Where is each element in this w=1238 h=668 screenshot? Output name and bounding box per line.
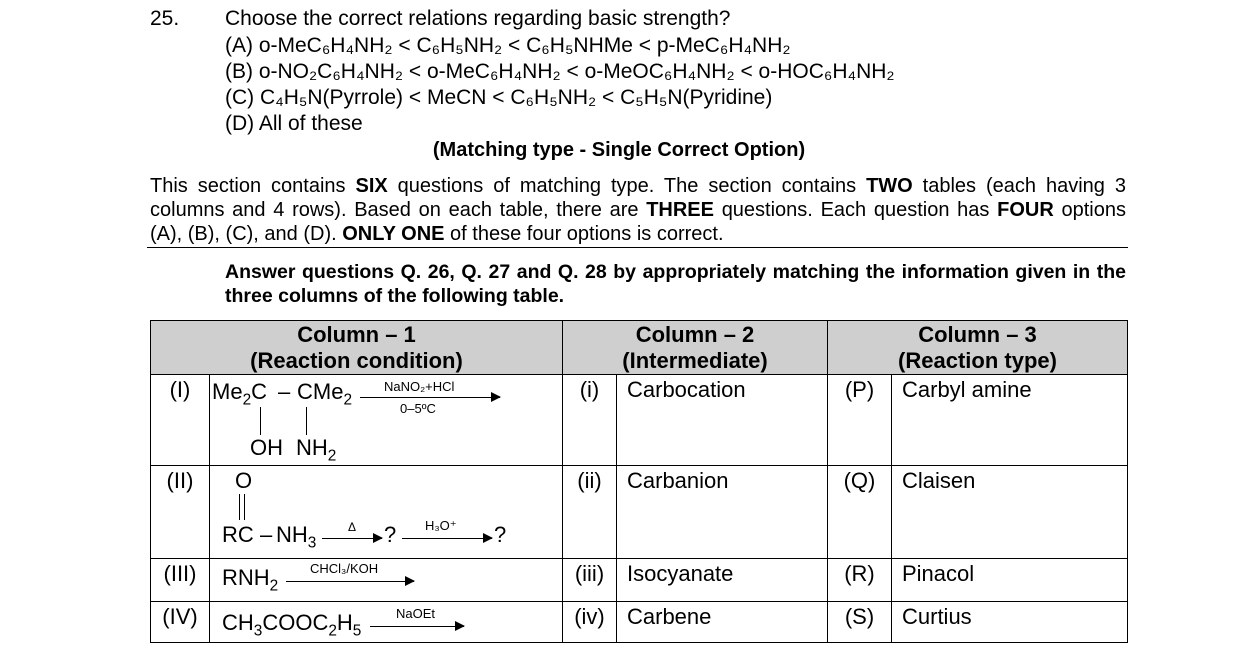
row-label: (iii) [563,559,617,602]
reaction-condition-1 [210,375,563,466]
unknown-product: ? [494,522,507,547]
reagent-above: NaOEt [396,606,436,621]
intermediate-value: Carbanion [617,466,828,559]
intermediate-value: Carbocation [617,375,828,466]
reactant: $RNH_2$ [222,565,279,595]
option-a: (A) o-MeC₆H₄NH₂ < C₆H₅NH₂ < C₆H₅NHMe < p-MeC₆H₄NH₂ [225,34,791,57]
table-row [151,375,1128,466]
intermediate-value: Isocyanate [617,559,828,602]
reaction-type-value: Carbyl amine [892,375,1128,466]
amine-group: $NH_2$ [296,435,337,465]
option-c: (C) C₄H₅N(Pyrrole) < MeCN < C₆H₅NH₂ < C₅H₅N(Pyridine) [225,86,773,109]
row-label: (P) [828,375,892,466]
reaction-condition-4 [210,602,563,643]
reaction-arrow [370,626,464,627]
reaction-arrow [402,538,492,539]
condition-below: 0–5ºC [400,401,436,416]
option-b: (B) o-NO₂C₆H₄NH₂ < o-MeC₆H₄NH₂ < o-MeOC₆H₄NH₂ < o-HOC₆H₄NH₂ [225,60,895,83]
reaction-type-value: Pinacol [892,559,1128,602]
row-label: (III) [151,559,210,602]
table-header-row [151,321,1128,375]
section-description: This section contains SIX questions of matching type. The section contains TWO tables (each having 3 columns and 4 rows). Based on each table, there are THREE questions. Each question has FOUR options (A), (B), (C), and (D). ONLY ONE of these four options is correct. [150,175,1126,245]
table-row [151,602,1128,643]
reactant-left: $Me_2C$ [212,379,268,409]
reactant-right: CMe$_2$ [297,379,353,409]
matching-instruction: Answer questions Q. 26, Q. 27 and Q. 28 by appropriately matching the information given in the three columns of the following table. [225,261,1126,307]
row-label: (S) [828,602,892,643]
column-1-header: Column – 1 (Reaction condition) [151,321,563,375]
reaction-condition-3 [210,559,563,602]
row-label: (Q) [828,466,892,559]
unknown-product: ? [384,522,397,547]
reaction-condition-2 [210,466,563,559]
reaction-arrow [360,397,500,398]
question-stem: Choose the correct relations regarding basic strength? [225,7,731,30]
bond-dash: – [260,522,273,547]
double-bond [244,494,245,520]
table-row [151,466,1128,559]
divider-line [147,247,1128,248]
bond-dash: – [278,379,291,404]
row-label: (I) [151,375,210,466]
reaction-arrow [322,538,382,539]
amine-group: $NH_3$ [276,522,317,552]
row-label: (II) [151,466,210,559]
carbonyl-oxygen: O [235,468,253,493]
reagent-above: H₃O⁺ [425,518,457,533]
row-label: (iv) [563,602,617,643]
reaction-arrow [286,581,414,582]
row-label: (ii) [563,466,617,559]
column-3-header: Column – 3 (Reaction type) [828,321,1128,375]
column-2-header: Column – 2 (Intermediate) [563,321,828,375]
section-heading: (Matching type - Single Correct Option) [432,139,806,161]
question-number: 25. [150,7,180,30]
intermediate-value: Carbene [617,602,828,643]
amide-carbon: RC [222,522,254,547]
matching-table [150,320,1128,643]
reaction-type-value: Curtius [892,602,1128,643]
reactant: $CH_3COOC_2H_5$ [222,610,362,640]
row-label: (IV) [151,602,210,643]
reagent-above: NaNO₂+HCl [384,379,455,394]
row-label: (R) [828,559,892,602]
reagent-above: CHCl₃/KOH [310,561,379,576]
bond-vertical [306,407,307,435]
heat-symbol: Δ [348,520,357,534]
reaction-type-value: Claisen [892,466,1128,559]
double-bond [239,494,240,520]
table-row [151,559,1128,602]
row-label: (i) [563,375,617,466]
hydroxyl-group: OH [250,435,283,460]
bond-vertical [260,407,261,435]
option-d: (D) All of these [225,112,363,135]
